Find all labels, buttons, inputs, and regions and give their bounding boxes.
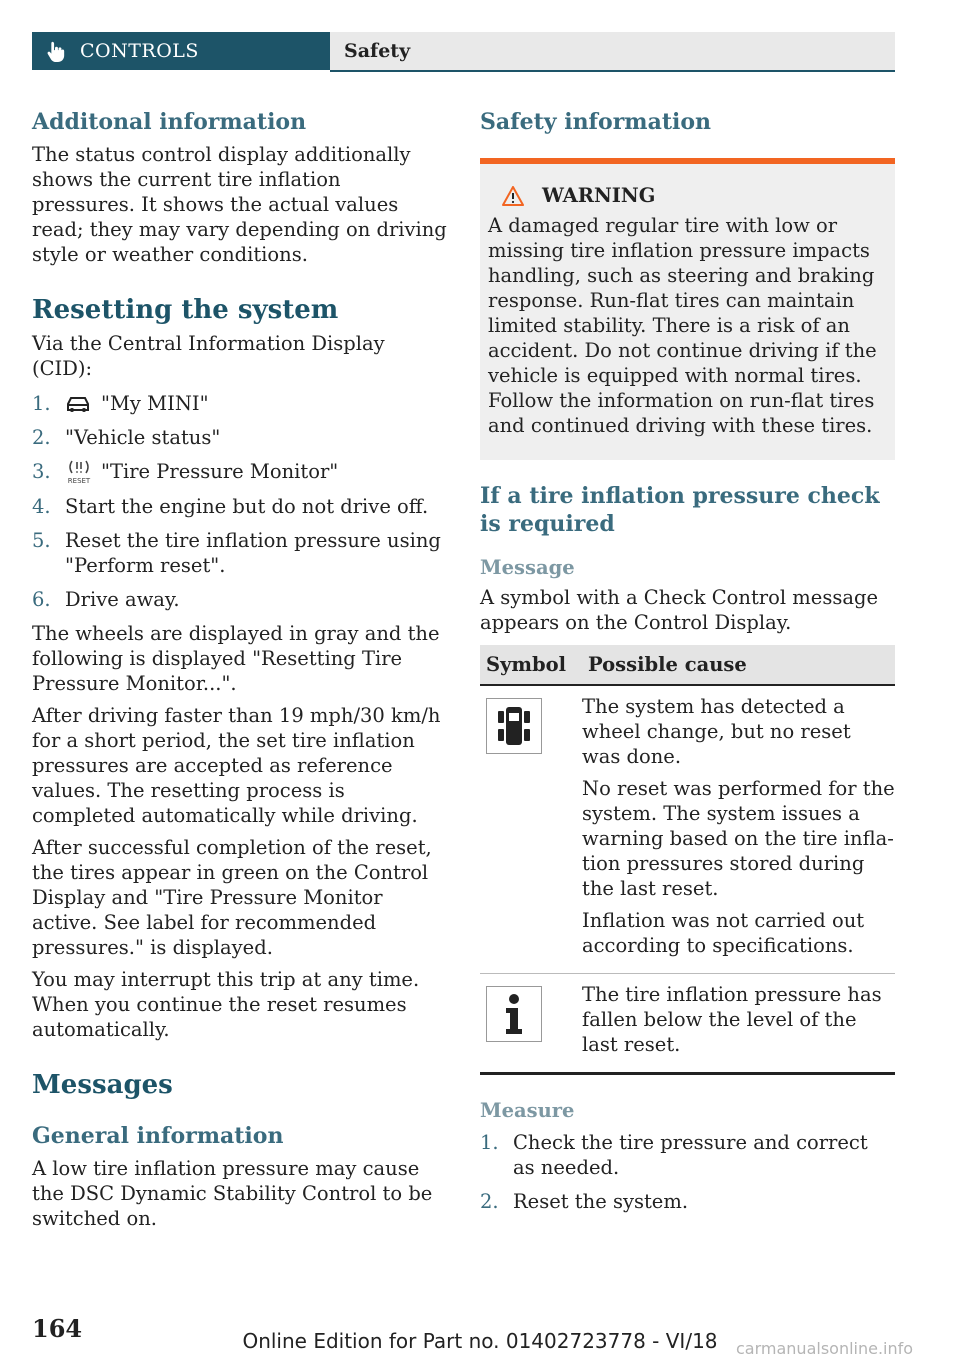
step-number: 2.	[480, 1190, 499, 1213]
measure-steps-list	[480, 1130, 895, 1214]
general-info-text: A low tire inflation pressure may cause the DSC Dynamic Stability Control to be switched on.	[32, 1157, 433, 1230]
additional-info-text: The status control display additionally shows the current tire inflation pressures. It shows the actual values read; they may vary depending on driving style or weather conditions.	[32, 143, 447, 266]
warning-label: WARNING	[542, 184, 656, 207]
list-item	[32, 425, 447, 450]
hand-pointer-icon	[44, 40, 66, 62]
step-text: Reset the tire inflation pressure using "Perform reset".	[65, 529, 441, 577]
tire-reset-icon	[65, 459, 101, 485]
list-item	[32, 494, 447, 519]
step-text: Check the tire pressure and correct as needed.	[513, 1131, 868, 1179]
right-column	[480, 100, 895, 1223]
header-topic-label: Safety	[344, 40, 411, 62]
header-divider	[330, 70, 895, 72]
list-item	[480, 1130, 895, 1180]
step-number: 1.	[32, 392, 51, 415]
header-topic-tab	[330, 32, 895, 70]
reset-paragraph: After successful completion of the reset, the tires appear in green on the Control Display and "Tire Pressure Monitor active. See label for recommended pressures." is displayed.	[32, 836, 432, 959]
warning-box	[480, 158, 895, 460]
step-number: 6.	[32, 588, 51, 611]
check-required-heading: If a tire inflation pressure check is required	[480, 483, 880, 537]
cause-text: No reset was performed for the system. The system issues a warning based on the tire inflation pressures stored during the last reset.	[582, 777, 895, 900]
col-cause-header: Possible cause	[582, 645, 895, 685]
warning-triangle-icon	[502, 186, 524, 206]
page-number: 164	[32, 1314, 83, 1343]
cause-text: The system has detected a wheel change, but no reset was done.	[582, 695, 851, 768]
step-text: Drive away.	[65, 588, 180, 611]
list-item	[32, 587, 447, 612]
info-icon	[486, 986, 542, 1042]
svg-text:RESET: RESET	[67, 477, 91, 485]
general-info-heading: General information	[32, 1123, 284, 1149]
left-column	[32, 100, 447, 1231]
cause-text: The tire inflation pressure has fallen below the level of the last reset.	[582, 983, 882, 1056]
cause-text: Inflation was not carried out according to specifications.	[582, 909, 865, 957]
list-item	[32, 459, 447, 485]
reset-paragraph: After driving faster than 19 mph/30 km/h for a short period, the set tire inflation pressures are accepted as reference values. The resetting process is completed automatically while driving.	[32, 704, 441, 827]
list-item	[32, 528, 447, 578]
step-text: "My MINI"	[101, 392, 209, 415]
resetting-heading: Resetting the system	[32, 295, 339, 325]
step-number: 5.	[32, 529, 51, 552]
col-symbol-header: Symbol	[480, 645, 582, 685]
measure-heading: Measure	[480, 1099, 575, 1122]
reset-paragraph: You may interrupt this trip at any time. When you continue the reset resumes automatically.	[32, 968, 420, 1041]
resetting-intro: Via the Central Information Display (CID):	[32, 332, 385, 380]
tire-pressure-car-icon	[486, 698, 542, 754]
step-number: 4.	[32, 495, 51, 518]
messages-heading: Messages	[32, 1070, 173, 1100]
step-text: Start the engine but do not drive off.	[65, 495, 429, 518]
table-row	[480, 974, 895, 1074]
list-item	[480, 1189, 895, 1214]
warning-title	[488, 184, 887, 207]
header-section-tab	[32, 32, 330, 70]
step-text: Reset the system.	[513, 1190, 689, 1213]
reset-steps-list	[32, 391, 447, 612]
watermark: carmanualsonline.info	[736, 1339, 914, 1358]
step-text: "Vehicle status"	[65, 426, 221, 449]
car-icon	[65, 391, 101, 416]
edition-footer: Online Edition for Part no. 01402723778 - VI/18	[242, 1329, 718, 1353]
header-section-label: CONTROLS	[80, 40, 199, 62]
table-row	[480, 685, 895, 974]
safety-info-heading: Safety information	[480, 109, 712, 135]
reset-paragraph: The wheels are displayed in gray and the following is displayed "Resetting Tire Pressure Monitor...".	[32, 622, 440, 695]
message-text: A symbol with a Check Control message appears on the Control Display.	[480, 586, 878, 634]
list-item	[32, 391, 447, 416]
warning-text: A damaged regular tire with low or missing tire inflation pressure impacts handling, such as steering and braking response. Run-flat tires can maintain limited stability. There is a risk of an accident. Do not continue driving if the vehicle is equipped with normal tires. Follow the information on run-flat tires and continued driving with these tires.	[488, 214, 877, 437]
message-heading: Message	[480, 556, 575, 579]
step-number: 1.	[480, 1131, 499, 1154]
additional-info-heading: Additonal information	[32, 109, 307, 135]
step-number: 2.	[32, 426, 51, 449]
symbol-table	[480, 645, 895, 1075]
step-text: "Tire Pressure Monitor"	[101, 460, 339, 483]
step-number: 3.	[32, 460, 51, 483]
